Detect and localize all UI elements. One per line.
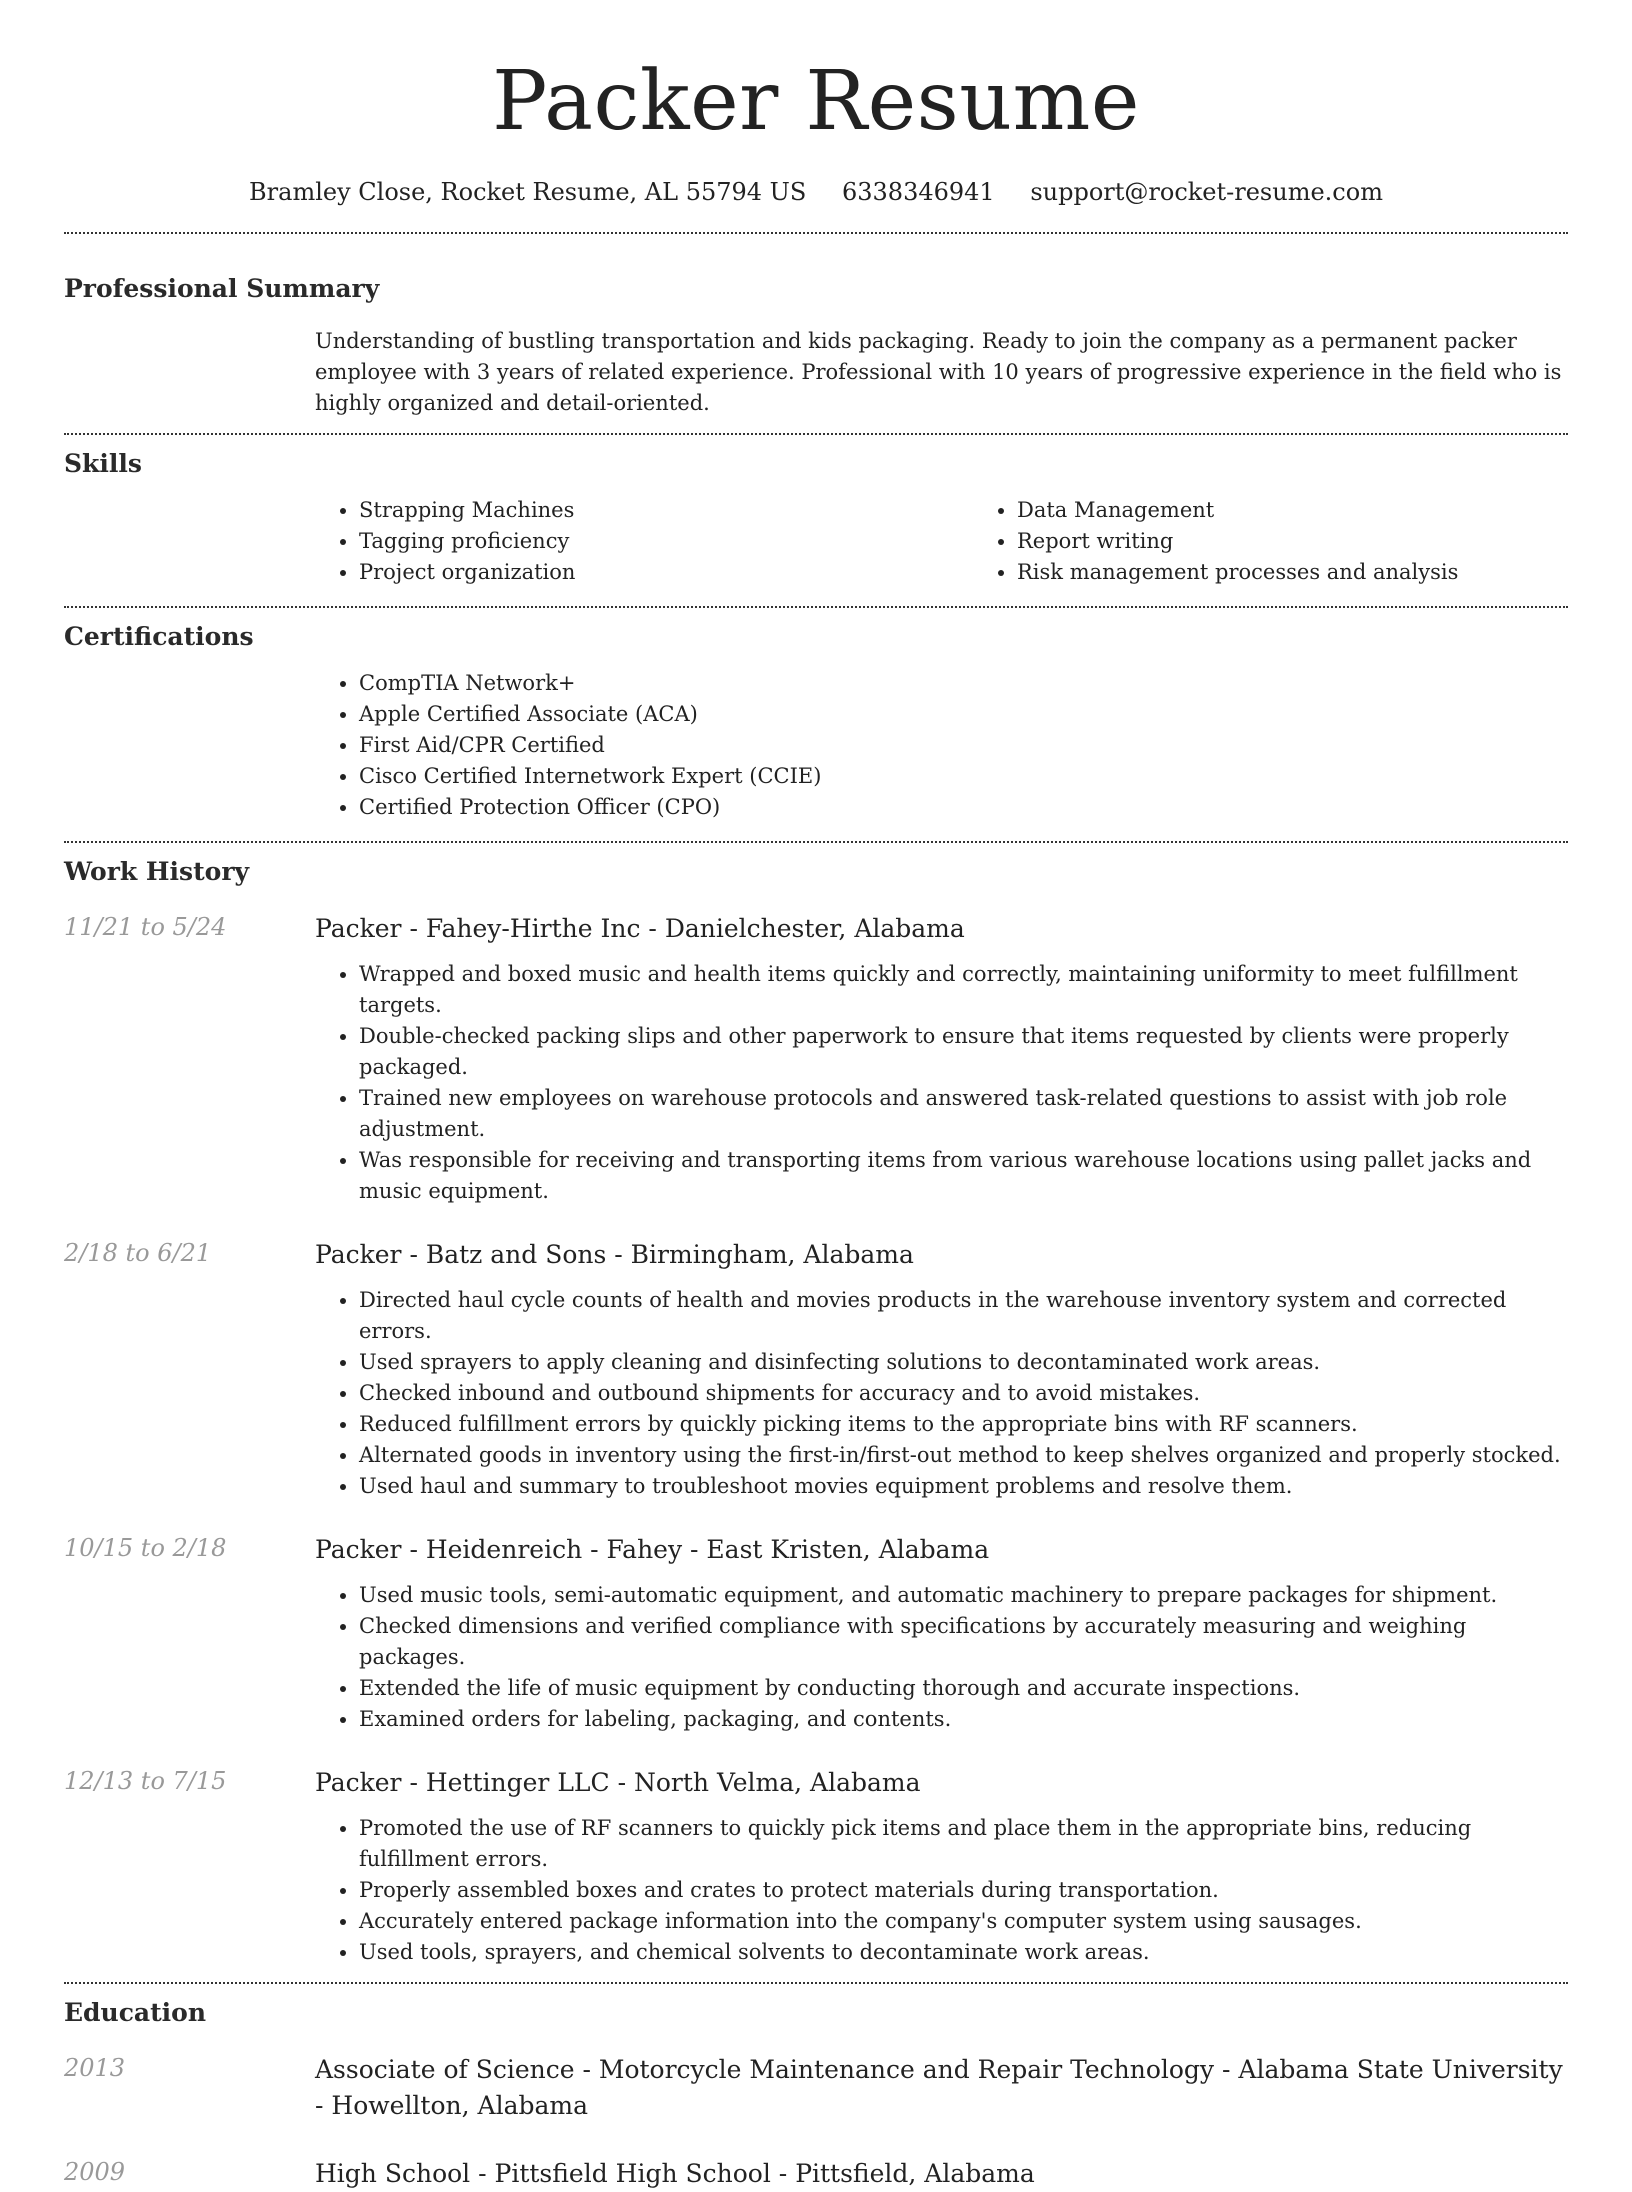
job-bullet: • Examined orders for labeling, packaging, and contents. [359,1704,1568,1735]
section-title-certifications: Certifications [64,622,254,651]
education-date: 2013 [64,2054,126,2082]
job-bullet: • Checked dimensions and verified compliance with specifications by accurately measuring and weighing packages. [359,1611,1568,1673]
job-bullet: • Checked inbound and outbound shipments for accuracy and to avoid mistakes. [359,1378,1568,1409]
job-title: Packer - Heidenreich - Fahey - East Kristen, Alabama [315,1535,990,1564]
job-date: 10/15 to 2/18 [64,1534,227,1562]
certification-item: • Apple Certified Associate (ACA) [359,699,1568,730]
education-section [64,1984,1568,2192]
job-bullets [315,1813,1568,1968]
job-bullet: • Properly assembled boxes and crates to protect materials during transportation. [359,1875,1568,1906]
summary-text: Understanding of bustling transportation and kids packaging. Ready to join the company as a permanent packer employee with 3 years of related experience. Professional with 10 years of progressive experience in the field who is highly organized and detail-oriented. [315,329,1562,415]
job-entry [64,1237,1568,1502]
job-title: Packer - Fahey-Hirthe Inc - Danielchester, Alabama [315,914,965,943]
contact-email: support@rocket-resume.com [1030,178,1383,206]
skill-item: • Strapping Machines [359,495,973,526]
job-bullet: • Promoted the use of RF scanners to quickly pick items and place them in the appropriate bins, reducing fulfillment errors. [359,1813,1568,1875]
certification-item: • Cisco Certified Internetwork Expert (CCIE) [359,761,1568,792]
education-entry [64,2052,1568,2124]
job-bullets [315,1580,1568,1735]
resume-page [64,0,1568,2192]
certification-item: • CompTIA Network+ [359,668,1568,699]
education-title: Associate of Science - Motorcycle Maintenance and Repair Technology - Alabama State University - Howellton, Alabama [315,2055,1563,2120]
job-entry [64,1765,1568,1968]
section-title-education: Education [64,1998,207,2027]
resume-title: Packer Resume [492,54,1140,149]
skills-list-right [973,495,1631,588]
job-date: 2/18 to 6/21 [64,1239,212,1267]
contact-phone: 6338346941 [841,178,995,206]
job-bullet: • Reduced fulfillment errors by quickly picking items to the appropriate bins with RF scanners. [359,1409,1568,1440]
job-bullet: • Alternated goods in inventory using the first-in/first-out method to keep shelves organized and properly stocked. [359,1440,1568,1471]
contact-line [64,176,1568,208]
job-bullet: • Used tools, sprayers, and chemical solvents to decontaminate work areas. [359,1937,1568,1968]
skill-item: • Risk management processes and analysis [1017,557,1631,588]
work-history-section [64,843,1568,1968]
skills-section [64,435,1568,588]
education-date: 2009 [64,2158,126,2186]
skill-item: • Report writing [1017,526,1631,557]
job-bullet: • Trained new employees on warehouse protocols and answered task-related questions to assist with job role adjustment. [359,1083,1568,1145]
job-bullet: • Used music tools, semi-automatic equipment, and automatic machinery to prepare packages for shipment. [359,1580,1568,1611]
job-date: 11/21 to 5/24 [64,913,227,941]
certification-item: • First Aid/CPR Certified [359,730,1568,761]
job-bullet: • Accurately entered package information into the company's computer system using sausages. [359,1906,1568,1937]
job-bullet: • Used haul and summary to troubleshoot movies equipment problems and resolve them. [359,1471,1568,1502]
job-entry [64,911,1568,1207]
education-entry [64,2156,1568,2192]
job-bullet: • Wrapped and boxed music and health items quickly and correctly, maintaining uniformity to meet fulfillment targets. [359,959,1568,1021]
job-bullet: • Was responsible for receiving and transporting items from various warehouse locations using pallet jacks and music equipment. [359,1145,1568,1207]
job-date: 12/13 to 7/15 [64,1767,227,1795]
job-bullets [315,959,1568,1207]
summary-section [64,234,1568,419]
skill-item: • Tagging proficiency [359,526,973,557]
job-bullets [315,1285,1568,1502]
job-bullet: • Extended the life of music equipment by conducting thorough and accurate inspections. [359,1673,1568,1704]
job-bullet: • Used sprayers to apply cleaning and disinfecting solutions to decontaminated work areas. [359,1347,1568,1378]
skills-list-left [315,495,973,588]
job-entry [64,1532,1568,1735]
section-title-skills: Skills [64,449,142,478]
skill-item: • Data Management [1017,495,1631,526]
contact-address: Bramley Close, Rocket Resume, AL 55794 US [249,178,807,206]
job-bullet: • Double-checked packing slips and other paperwork to ensure that items requested by clients were properly packaged. [359,1021,1568,1083]
certifications-section [64,608,1568,823]
section-title-work-history: Work History [64,857,250,886]
certifications-list [315,668,1568,823]
job-title: Packer - Batz and Sons - Birmingham, Alabama [315,1240,914,1269]
skill-item: • Project organization [359,557,973,588]
education-title: High School - Pittsfield High School - Pittsfield, Alabama [315,2159,1035,2188]
certification-item: • Certified Protection Officer (CPO) [359,792,1568,823]
section-title-summary: Professional Summary [64,274,380,303]
job-bullet: • Directed haul cycle counts of health and movies products in the warehouse inventory system and corrected errors. [359,1285,1568,1347]
job-title: Packer - Hettinger LLC - North Velma, Alabama [315,1768,921,1797]
